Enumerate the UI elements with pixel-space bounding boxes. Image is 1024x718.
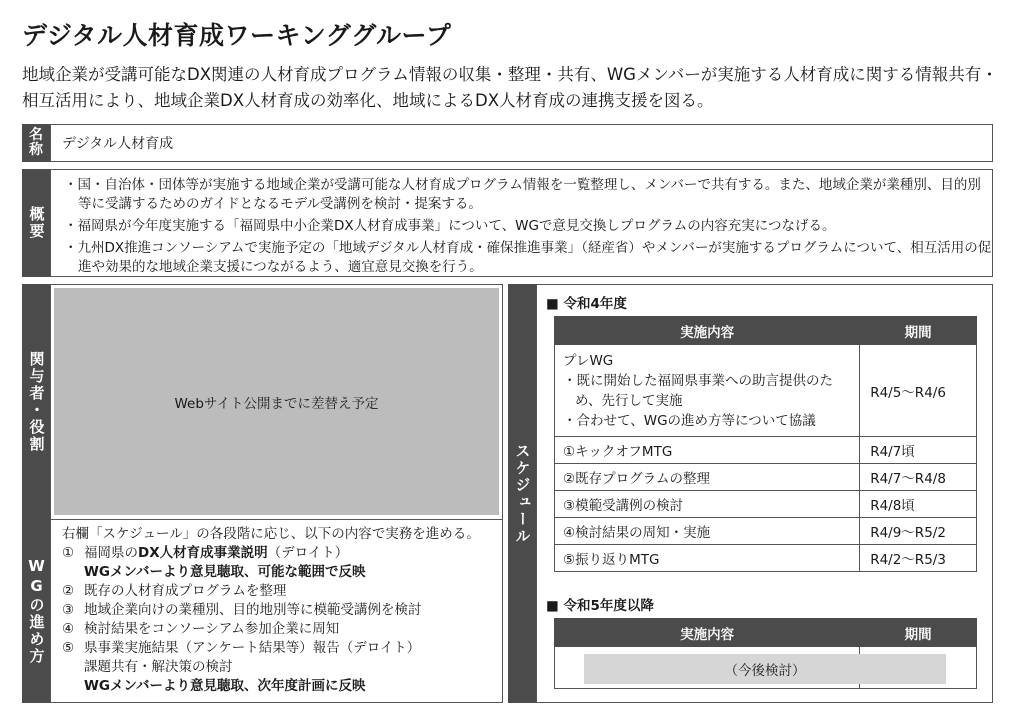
col-content-header: 実施内容: [555, 619, 860, 647]
schedule-r4-heading: ■ 令和4年度: [546, 296, 627, 312]
name-label: 名称: [22, 124, 50, 162]
schedule-r5-heading: ■ 令和5年度以降: [546, 598, 654, 614]
wg-item: ① 福岡県のDX人材育成事業説明（デロイト）: [62, 545, 349, 561]
schedule-label: スケジュール: [508, 284, 536, 703]
table-row: [555, 518, 977, 545]
wg-lead: 右欄「スケジュール」の各段階に応じ、以下の内容で実務を進める。: [62, 526, 480, 542]
roles-label: 関与者・役割: [22, 284, 50, 520]
wg-item: ④ 検討結果をコンソーシアム参加企業に周知: [62, 621, 340, 637]
wg-item: WGメンバーより意見聴取、次年度計画に反映: [84, 678, 366, 694]
pre-wg-title: プレWG: [563, 352, 614, 369]
table-row: [555, 464, 977, 491]
col-period-header: 期間: [860, 317, 977, 345]
table-row: [555, 545, 977, 572]
col-content-header: 実施内容: [555, 317, 860, 345]
intro-text: 地域企業が受講可能なDX関連の人材育成プログラム情報の収集・整理・共有、WGメンバーが実施する人材育成に関する情報共有・相互活用により、地域企業DX人材育成の効率化、地域によるDX人材育成の連携支援を図る。: [22, 65, 998, 110]
wg-item: ③ 地域企業向けの業種別、目的地別等に模範受講例を検討: [62, 602, 422, 618]
row-period: R4/8頃: [860, 491, 977, 518]
wg-item: 課題共有・解決策の検討: [84, 659, 233, 675]
overview-label: 概要: [22, 169, 50, 277]
overview-item: ・国・自治体・団体等が実施する地域企業が受講可能な人材育成プログラム情報を一覧整理し、メンバーで共有する。また、地域企業が業種別、目的別等に受講するためのガイドとなるモデル受講例を検討・提案する。: [64, 177, 981, 212]
page-title: デジタル人材育成ワーキンググループ: [22, 21, 452, 50]
pre-wg-sub: ・合わせて、WGの進め方等について協議: [563, 412, 816, 429]
pre-wg-sub: ・既に開始した福岡県事業への助言提供のため、先行して実施: [563, 372, 833, 409]
row-period: R4/7～R4/8: [860, 464, 977, 491]
row-content: ①キックオフMTG: [555, 437, 860, 464]
overview-item: ・九州DX推進コンソーシアムで実施予定の「地域デジタル人材育成・確保推進事業」（経産省）やメンバーが実施するプログラムについて、相互活用の促進や効果的な地域企業支援につながるよう、適宜意見交換を行う。: [64, 240, 992, 275]
row-content: ⑤振り返りMTG: [555, 545, 860, 572]
row-period: R4/9～R5/2: [860, 518, 977, 545]
wg-item: ⑤ 県事業実施結果（アンケート結果等）報告（デロイト）: [62, 640, 421, 656]
row-period: R4/7頃: [860, 437, 977, 464]
table-row: [555, 437, 977, 464]
table-row: [555, 345, 977, 437]
col-period-header: 期間: [860, 619, 977, 647]
wg-label: WGの進め方: [22, 519, 50, 703]
row-period: R4/2～R5/3: [860, 545, 977, 572]
row-content: ②既存プログラムの整理: [555, 464, 860, 491]
schedule-r4-table: [554, 316, 977, 572]
wg-item: ② 既存の人材育成プログラムを整理: [62, 583, 287, 599]
table-row: [555, 491, 977, 518]
overview-list: [64, 176, 994, 277]
wg-item: WGメンバーより意見聴取、可能な範囲で反映: [84, 564, 366, 580]
wg-list: [62, 525, 498, 696]
roles-placeholder: Webサイト公開までに差替え予定: [54, 288, 499, 515]
pre-wg-period: R4/5～R4/6: [860, 345, 977, 437]
name-value: デジタル人材育成: [62, 136, 174, 152]
name-box: [50, 124, 993, 162]
future-note: （今後検討）: [584, 654, 946, 684]
row-content: ③模範受講例の検討: [555, 491, 860, 518]
row-content: ④検討結果の周知・実施: [555, 518, 860, 545]
overview-item: ・福岡県が今年度実施する「福岡県中小企業DX人材育成事業」について、WGで意見交換しプログラムの内容充実につなげる。: [64, 218, 836, 234]
